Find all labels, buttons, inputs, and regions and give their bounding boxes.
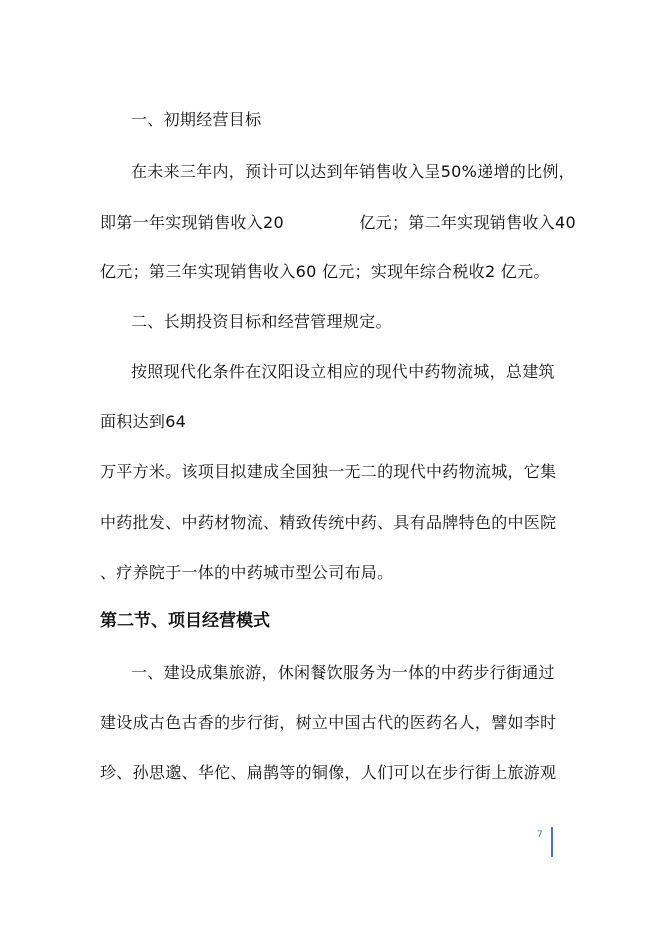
paragraph-line: 万平方米。该项目拟建成全国独一无二的现代中药物流城，它集 bbox=[100, 462, 557, 481]
paragraph-line: 建设成古色古香的步行街，树立中国古代的医药名人，譬如李时 bbox=[100, 713, 557, 732]
paragraph-initial-goal-title: 一、初期经营目标 bbox=[131, 110, 262, 129]
section-heading: 第二节、项目经营模式 bbox=[100, 611, 270, 631]
paragraph-line: 面积达到64 bbox=[100, 412, 187, 431]
page-number-bar bbox=[551, 827, 553, 857]
paragraph-line: 一、建设成集旅游，休闲餐饮服务为一体的中药步行街通过 bbox=[131, 663, 555, 682]
paragraph-line: 中药批发、中药材物流、精致传统中药、具有品牌特色的中医院 bbox=[100, 513, 557, 532]
paragraph-line: 即第一年实现销售收入20 亿元；第二年实现销售收入40 bbox=[100, 213, 576, 232]
page-number: 7 bbox=[537, 830, 543, 840]
paragraph-line: 按照现代化条件在汉阳设立相应的现代中药物流城，总建筑 bbox=[131, 362, 555, 381]
paragraph-line: 珍、孙思邈、华佗、扁鹊等的铜像，人们可以在步行街上旅游观 bbox=[100, 763, 557, 782]
paragraph-line: 亿元；第三年实现销售收入60 亿元；实现年综合税收2 亿元。 bbox=[100, 262, 550, 281]
paragraph-line: 、疗养院于一体的中药城市型公司布局。 bbox=[100, 563, 394, 582]
paragraph-long-term-goal-title: 二、长期投资目标和经营管理规定。 bbox=[131, 312, 392, 331]
paragraph-line: 在未来三年内，预计可以达到年销售收入呈50%递增的比例， bbox=[131, 162, 575, 181]
